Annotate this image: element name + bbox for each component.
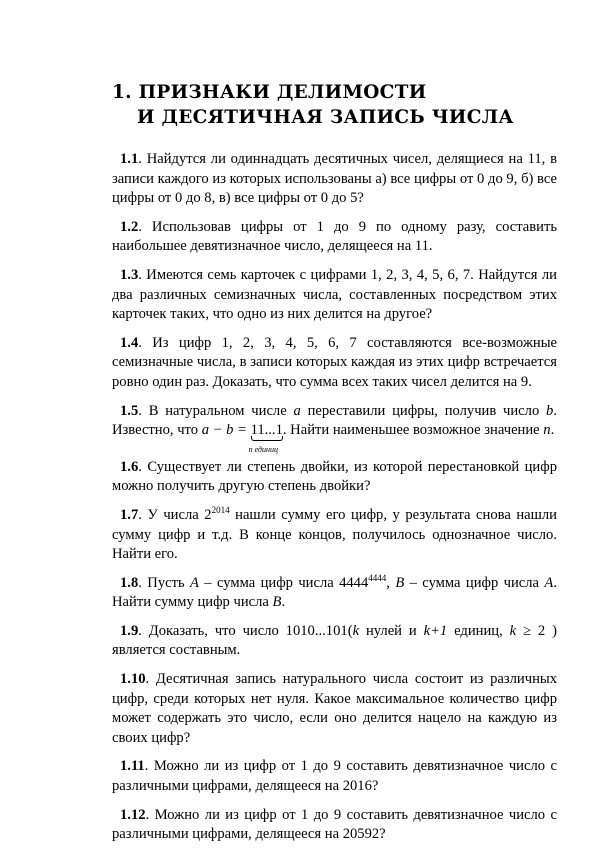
problem-1-3 <box>112 266 557 325</box>
problem-text: нашли сумму его цифр, у результата снова нашли сумму цифр и т.д. В конце концов, получилось однозначное число. Найти его. <box>112 506 557 563</box>
page <box>112 80 557 854</box>
problem-number: 1.7 <box>120 506 139 523</box>
variable-A: A <box>544 574 554 591</box>
problem-text: единиц, <box>447 622 510 639</box>
problem-1-5 <box>112 402 557 455</box>
variable-a: a <box>293 402 301 419</box>
problem-text: – сумма цифр числа 4444 <box>198 574 369 591</box>
variable-B: B <box>395 574 405 591</box>
problem-1-9 <box>112 622 557 661</box>
problem-text: нулей и <box>359 622 424 639</box>
problem-number: 1.1 <box>120 151 139 167</box>
problem-1-11 <box>112 757 557 796</box>
problem-text: . Существует ли степень двойки, из которой перестановкой цифр можно получить другую степень двойки? <box>112 458 557 495</box>
variable-n: n <box>543 422 551 439</box>
problem-text: . У числа 2 <box>138 506 212 523</box>
problem-text: . Найдутся ли одиннадцать десятичных чисел, делящиеся на 11, в записи каждого из которых использованы а) все цифры от 0 до 9, б) все цифры от 0 до 8, в) все цифры от 0 до 5? <box>112 151 557 207</box>
problem-text: , <box>386 574 396 591</box>
variable-k-plus-1: k+1 <box>423 622 448 639</box>
problem-1-2 <box>112 218 557 257</box>
problem-text: . Пусть <box>138 574 190 591</box>
variable-A: A <box>190 574 199 591</box>
problem-number: 1.4 <box>120 334 139 351</box>
variable-B: B <box>272 594 282 611</box>
problem-text: . Найти сумму цифр числа <box>112 574 557 611</box>
formula-left: a − b = <box>201 422 251 439</box>
exponent: 2014 <box>211 504 230 515</box>
underbrace-formula <box>248 421 283 455</box>
problem-1-7 <box>112 506 557 565</box>
problem-number: 1.9 <box>120 622 139 639</box>
problem-1-4 <box>112 334 557 393</box>
problem-number: 1.10 <box>120 671 146 688</box>
problem-text: . <box>550 422 555 439</box>
problem-number: 1.6 <box>120 458 139 475</box>
problem-text: . <box>281 594 286 611</box>
underbrace-label: n единиц <box>248 445 278 455</box>
problem-number: 1.2 <box>120 218 139 235</box>
variable-k: k <box>509 622 517 639</box>
problem-number: 1.12 <box>120 806 146 823</box>
problem-1-10 <box>112 670 557 748</box>
problem-number: 1.11 <box>120 758 145 775</box>
problem-text: ≥ 2 ) является составным. <box>112 622 557 659</box>
problem-number: 1.3 <box>120 266 139 283</box>
problem-1-12 <box>112 806 557 845</box>
problem-1-8 <box>112 574 557 613</box>
problem-text: . Можно ли из цифр от 1 до 9 составить девятизначное число с различными цифрами, делящееся на 2016? <box>112 758 557 795</box>
problem-text: . Найти наименьшее возможное значение <box>282 422 544 439</box>
problem-number: 1.8 <box>120 574 139 591</box>
problem-text: . Имеются семь карточек с цифрами 1, 2, 3, 4, 5, 6, 7. Найдутся ли два различных семизначных числа, составленных посредством этих карточек таких, что одно из них делится на другое? <box>112 266 557 323</box>
problem-text: . Десятичная запись натурального числа состоит из различных цифр, среди которых нет нуля. Какое максимальное количество цифр может содержать это число, если оно делится нацело на каждую из своих цифр? <box>112 671 557 746</box>
problem-text: – сумма цифр числа <box>404 574 545 591</box>
variable-b: b <box>546 402 554 419</box>
chapter-title-line-1: 1. ПРИЗНАКИ ДЕЛИМОСТИ <box>112 82 427 103</box>
variable-k: k <box>352 622 360 639</box>
problem-text: . Известно, что <box>112 402 557 439</box>
problem-text: . В натуральном числе <box>138 402 294 419</box>
problem-text: переставили цифры, получив число <box>300 402 547 419</box>
chapter-title-line-2: И ДЕСЯТИЧНАЯ ЗАПИСЬ ЧИСЛА <box>137 107 514 128</box>
problem-text: . Из цифр 1, 2, 3, 4, 5, 6, 7 составляются все-возможные семизначные числа, в записи которых каждая из этих цифр встречается ровно один раз. Доказать, что сумма всех таких чисел делится на 9. <box>112 334 557 390</box>
exponent: 4444 <box>368 572 387 583</box>
problem-text: . Можно ли из цифр от 1 до 9 составить девятизначное число с различными цифрами, делящееся на 20592? <box>112 806 557 843</box>
problem-1-1 <box>112 150 557 209</box>
problem-text: . Использовав цифры от 1 до 9 по одному разу, составить наибольшее девятизначное число, делящееся на 11. <box>112 218 557 255</box>
problem-number: 1.5 <box>120 402 139 419</box>
problem-1-6 <box>112 458 557 497</box>
problem-text: . Доказать, что число 1010...101( <box>138 622 353 639</box>
chapter-title <box>112 80 557 130</box>
underbrace-content: 11...1 <box>250 422 283 439</box>
